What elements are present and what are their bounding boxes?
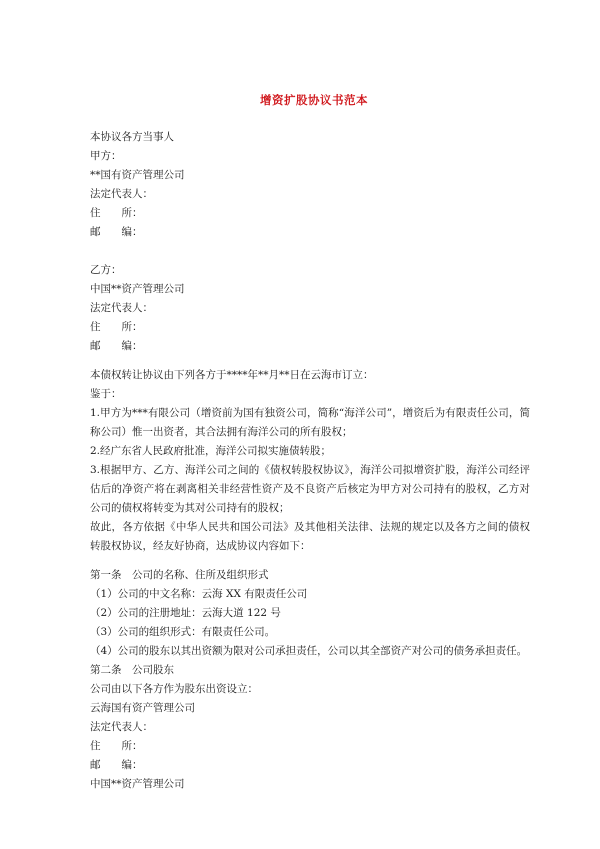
party-a-address: 住 所： [90, 207, 143, 219]
party-a-label: 甲方： [90, 150, 122, 162]
party-b-label: 乙方： [90, 264, 122, 276]
party-b-name: 中国**资产管理公司 [90, 283, 185, 295]
article-1-item: （4）公司的股东以其出资额为限对公司承担责任，公司以其全部资产对公司的债务承担责任。 [90, 645, 528, 657]
spacer [90, 242, 530, 261]
article-1-item: （1）公司的中文名称：云海 XX 有限责任公司 [90, 588, 308, 600]
article-1-heading: 第一条 公司的名称、住所及组织形式 [90, 569, 269, 581]
article-2-heading: 第二条 公司股东 [90, 664, 174, 676]
party-b-representative: 法定代表人： [90, 302, 153, 314]
shareholder-1-address: 住 所： [90, 740, 143, 752]
recital-3: 3.根据甲方、乙方、海洋公司之间的《债权转股权协议》，海洋公司拟增资扩股，海洋公司经评估后的净资产将在剥离相关非经营性资产及不良资产后核定为甲方对公司持有的股权，乙方对公司的债权将转变为其对公司持有的股权； [90, 464, 530, 514]
shareholder-1-name: 云海国有资产管理公司 [90, 702, 195, 714]
document-title: 增资扩股协议书范本 [260, 93, 368, 107]
spacer [90, 556, 530, 566]
recital-2: 2.经广东省人民政府批准，海洋公司拟实施债转股； [90, 445, 332, 457]
spacer [90, 356, 530, 366]
party-b-postcode: 邮 编： [90, 340, 143, 352]
preamble: 本债权转让协议由下列各方于****年**月**日在云海市订立： [90, 369, 374, 381]
party-a-name: **国有资产管理公司 [90, 169, 185, 181]
article-1-item: （3）公司的组织形式：有限责任公司。 [90, 626, 276, 638]
shareholder-1-postcode: 邮 编： [90, 759, 143, 771]
article-1-item: （2）公司的注册地址：云海大道 122 号 [90, 607, 281, 619]
party-b-address: 住 所： [90, 321, 143, 333]
shareholder-1-representative: 法定代表人： [90, 721, 153, 733]
party-a-postcode: 邮 编： [90, 226, 143, 238]
article-2-intro: 公司由以下各方作为股东出资设立： [90, 683, 258, 695]
recital-1: 1.甲方为***有限公司（增资前为国有独资公司，简称“海洋公司”，增资后为有限责任公司，简称公司）惟一出资者，其合法拥有海洋公司的所有股权； [90, 407, 530, 438]
whereas-label: 鉴于： [90, 388, 122, 400]
parties-intro: 本协议各方当事人 [90, 131, 174, 143]
party-a-representative: 法定代表人： [90, 188, 153, 200]
shareholder-2-name: 中国**资产管理公司 [90, 778, 185, 790]
therefore-paragraph: 故此，各方依据《中华人民共和国公司法》及其他相关法律、法规的规定以及各方之间的债权转股权协议，经友好协商，达成协议内容如下： [90, 521, 530, 552]
